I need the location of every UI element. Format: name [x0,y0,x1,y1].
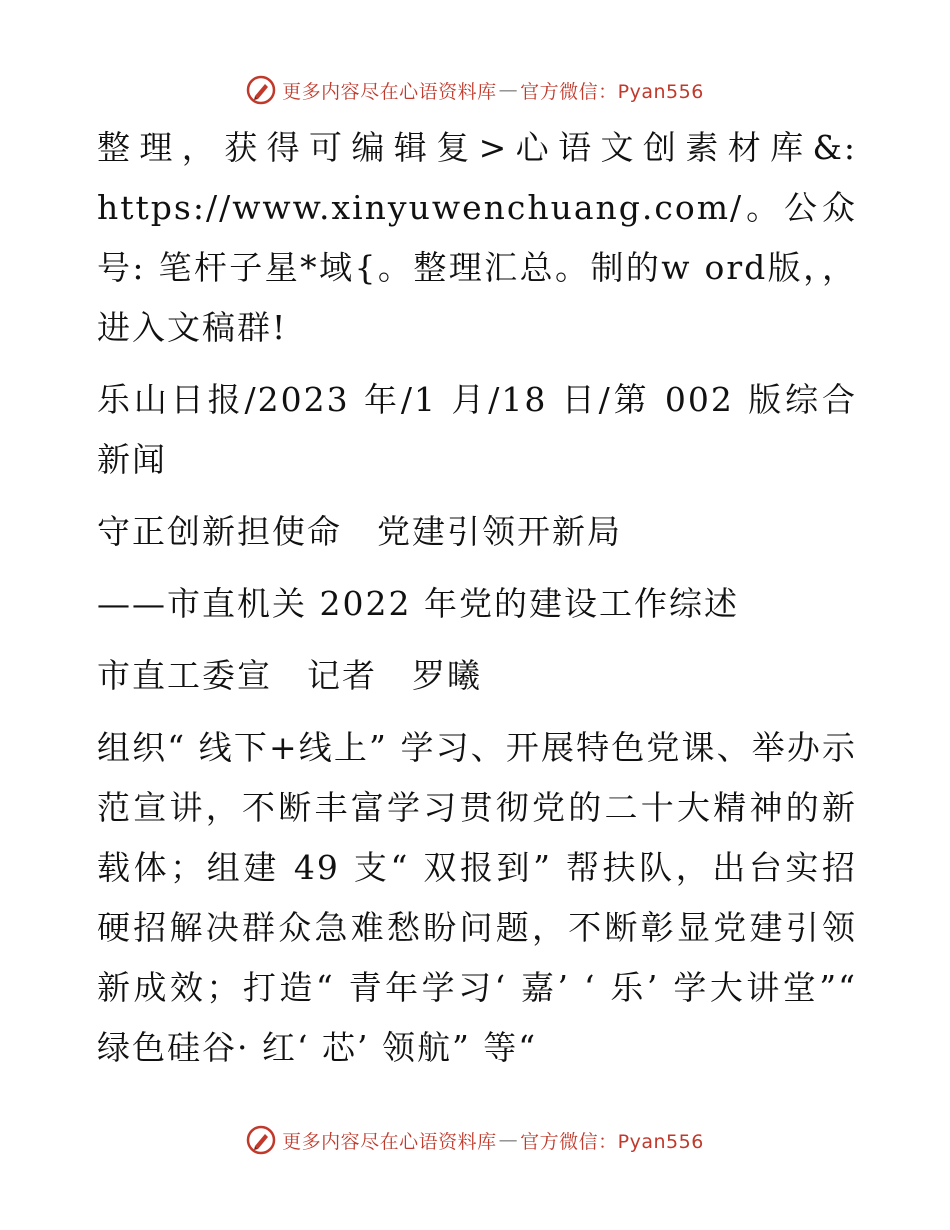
article-byline: 市直工委宣 记者 罗曦 [97,656,482,695]
banner-separator: — [498,79,519,101]
banner-wechat: 官方微信：Pyan556 [520,1130,704,1153]
pen-logo-icon [246,75,276,105]
banner-wechat: 官方微信：Pyan556 [520,80,704,103]
banner-title: 更多内容尽在心语资料库 [282,1130,497,1153]
pen-logo-icon [246,1125,276,1155]
article-subtitle: ——市直机关 2022 年党的建设工作综述 [97,584,739,623]
banner-title: 更多内容尽在心语资料库 [282,80,497,103]
header-banner [0,70,950,110]
article-title: 守正创新担使命 党建引领开新局 [97,512,622,551]
source-line: 乐山日报/2023 年/1 月/18 日/第 002 版综合新闻 [97,380,857,479]
body-paragraph: 组织“ 线下+线上” 学习、开展特色党课、举办示范宣讲，不断丰富学习贯彻党的二十大精神的新载体；组建 49 支“ 双报到” 帮扶队，出台实招硬招解决群众急难愁盼问题，不断彰显党建引领新成效；打造“ 青年学习‘ 嘉’ ‘ 乐’ 学大讲堂”“ 绿色硅谷· 红‘ 芯’ 领航” 等“ [97,728,857,1067]
intro-paragraph: 整理，获得可编辑复>心语文创素材库&: https://www.xinyuwenchuang.com/。公众号: 笔杆子星*域{。整理汇总。制的w ord版，，进入文稿群! [97,128,857,347]
document-body [97,118,857,1078]
footer-banner [0,1120,950,1160]
banner-separator: — [498,1129,519,1151]
